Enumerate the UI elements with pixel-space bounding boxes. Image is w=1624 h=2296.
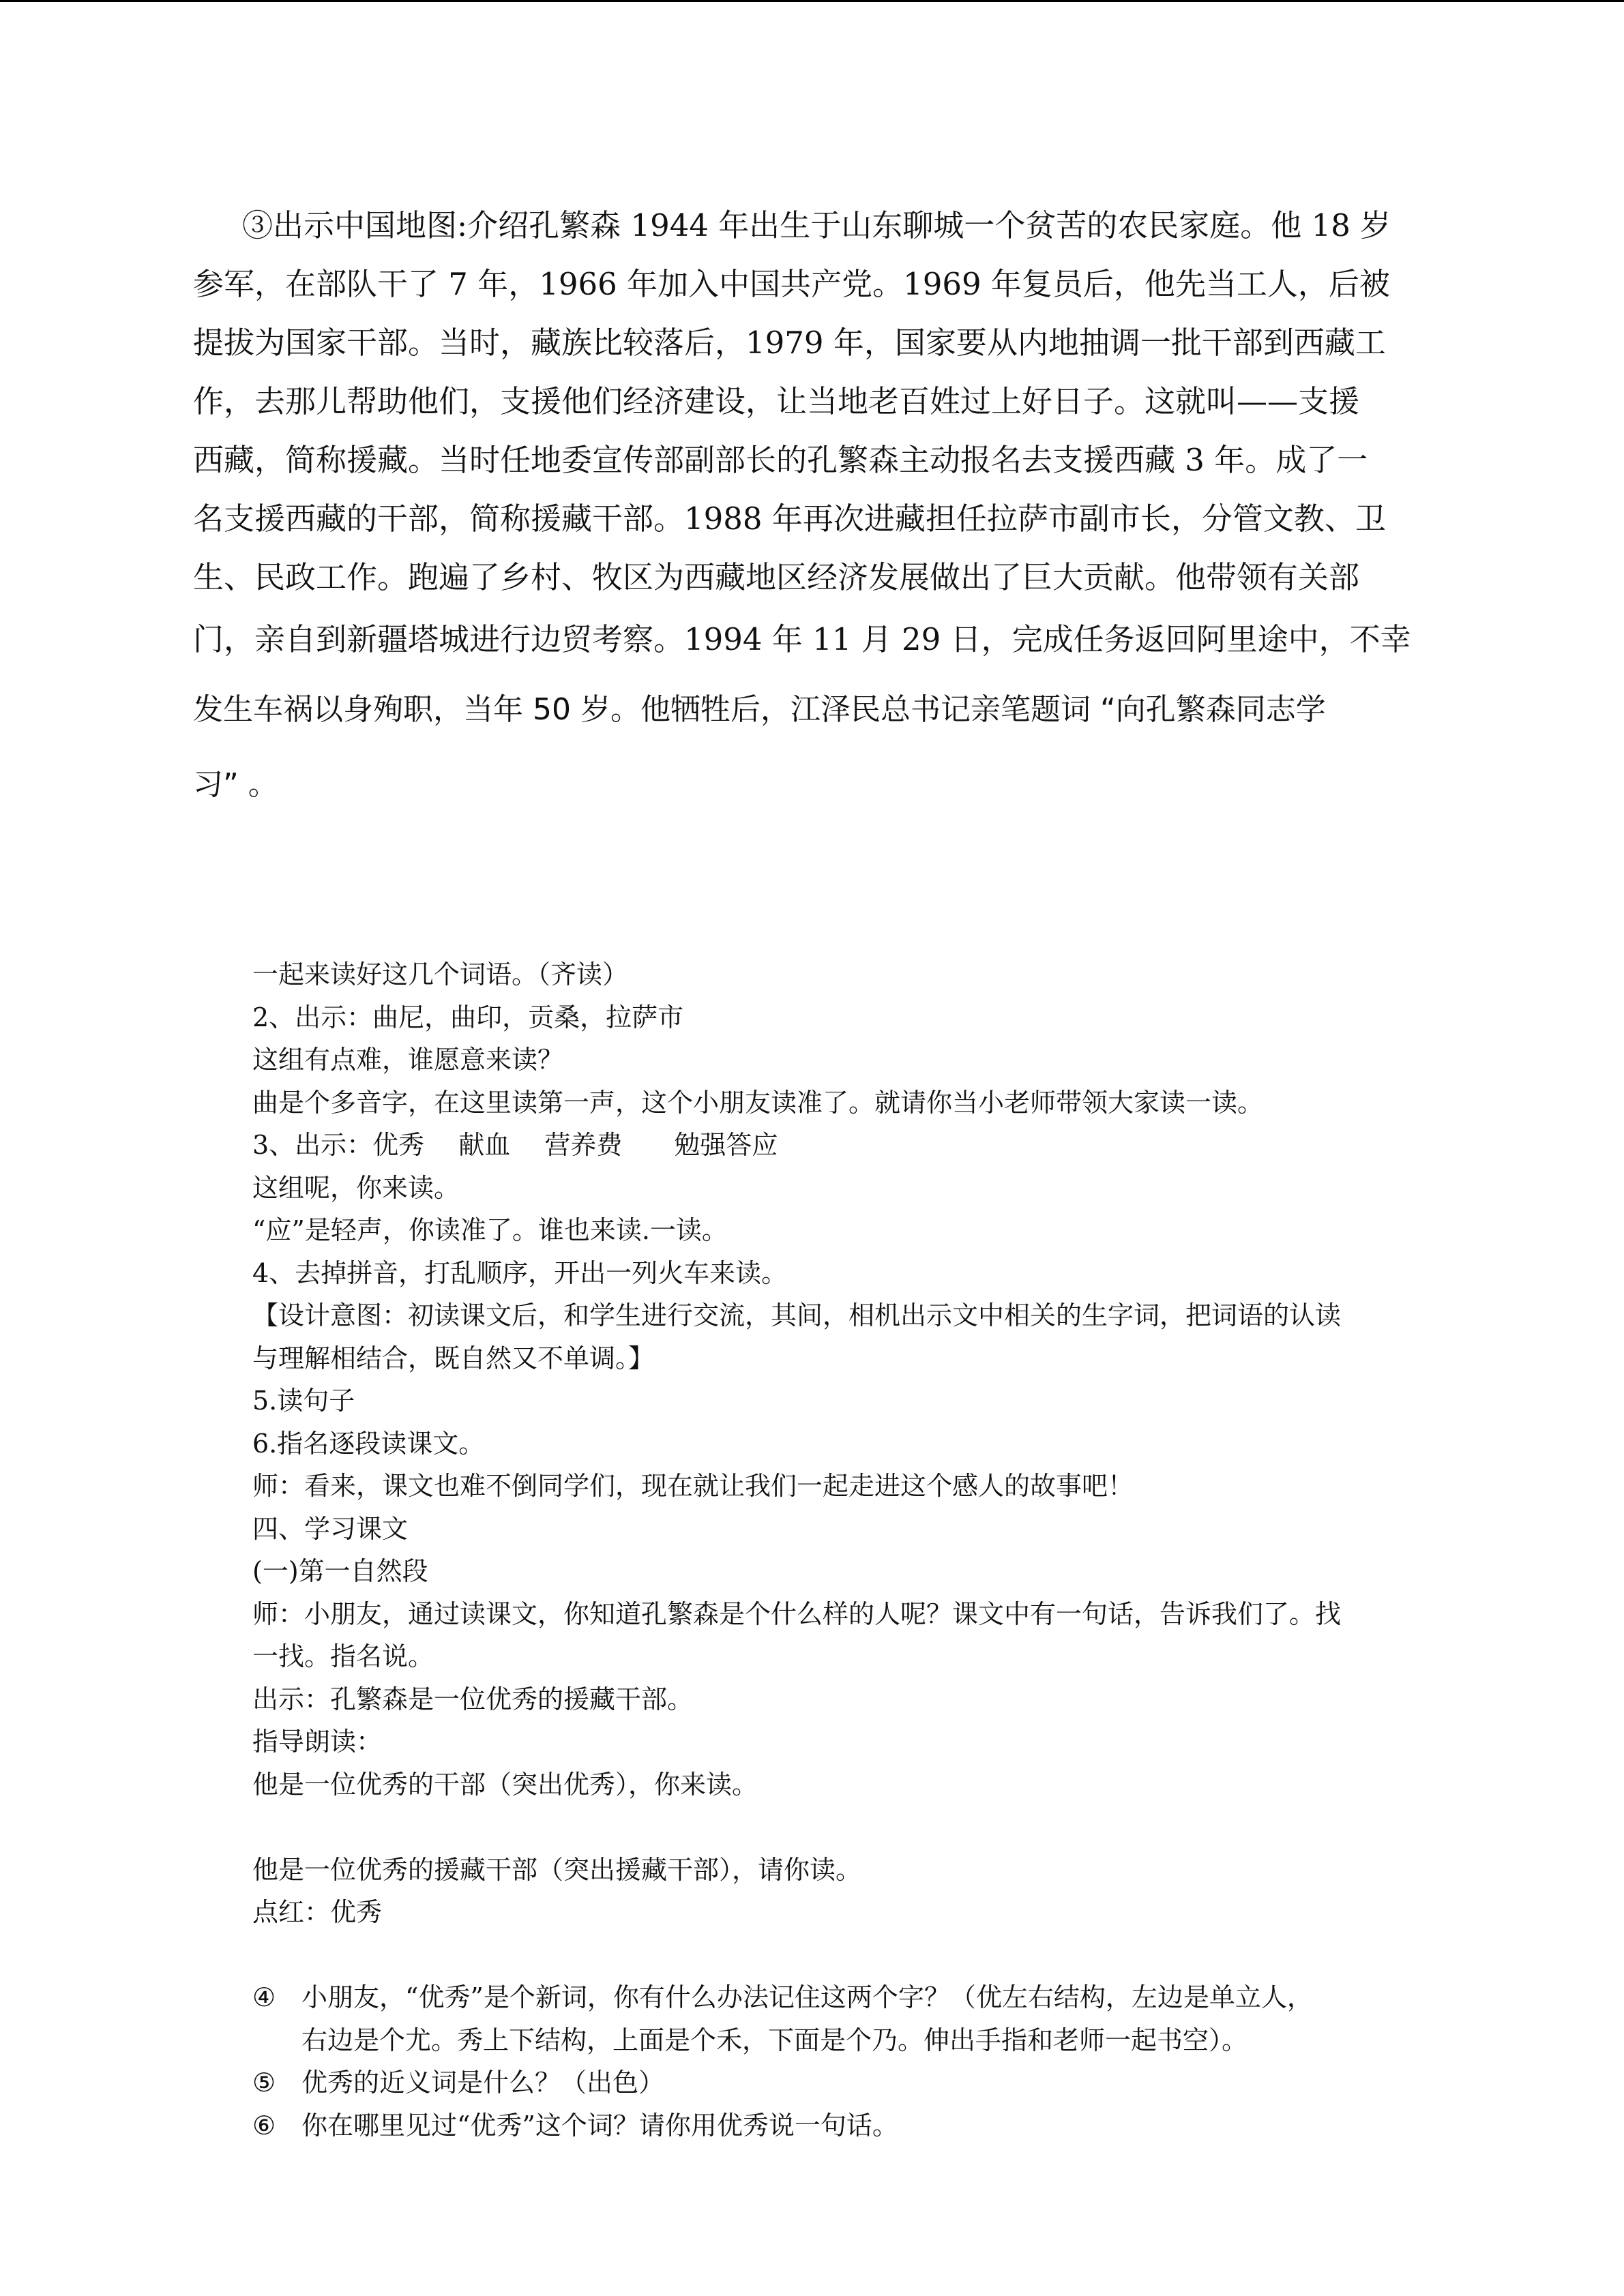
blank-line [252, 1806, 1480, 1849]
item-number: ⑤ [252, 2068, 276, 2098]
lesson-line: 他是一位优秀的干部（突出优秀），你来读。 [252, 1769, 758, 1800]
section-heading: 四、学习课文 [252, 1513, 409, 1544]
lesson-line: 这组呢，你来读。 [252, 1172, 460, 1203]
intro-line: 生、民政工作。跑遍了乡村、牧区为西藏地区经济发展做出了巨大贡献。他带领有关部 [193, 559, 1360, 595]
item-text: 你在哪里见过“优秀”这个词？请你用优秀说一句话。 [301, 2110, 898, 2141]
subsection-heading: (一)第一自然段 [252, 1556, 428, 1586]
lesson-line: 一起来读好这几个词语。（齐读） [252, 959, 629, 989]
intro-line: 发生车祸以身殉职，当年 50 岁。他牺牲后，江泽民总书记亲笔题词 “向孔繁森同志学 [193, 692, 1326, 727]
lesson-line: 3、出示：优秀 献血 营养费 勉强答应 [252, 1130, 778, 1160]
top-border-line [0, 0, 1624, 2]
lesson-line: 5.读句子 [252, 1386, 355, 1416]
intro-line: 参军，在部队干了 7 年，1966 年加入中国共产党。1969 年复员后，他先当工人，后被 [193, 266, 1390, 302]
design-intent-line: 【设计意图：初读课文后，和学生进行交流，其间，相机出示文中相关的生字词，把词语的认读 [252, 1300, 1342, 1330]
lesson-line: 一找。指名说。 [252, 1641, 434, 1671]
numbered-item [252, 1976, 1480, 2019]
item-text: 小朋友，“优秀”是个新词，你有什么办法记住这两个字？（优左右结构，左边是单立人， [301, 1982, 1313, 2012]
intro-line: 习” 。 [193, 767, 278, 802]
numbered-item [252, 2061, 1480, 2104]
item-number: ⑥ [252, 2110, 276, 2141]
intro-line: 作，去那儿帮助他们，支援他们经济建设，让当地老百姓过上好日子。这就叫——支援 [193, 383, 1360, 419]
lesson-line: 师：看来，课文也难不倒同学们，现在就让我们一起走进这个感人的故事吧！ [252, 1471, 1134, 1501]
lesson-line: 6.指名逐段读课文。 [252, 1428, 485, 1459]
intro-line: ③出示中国地图:介绍孔繁森 1944 年出生于山东聊城一个贫苦的农民家庭。他 18 岁 [242, 207, 1391, 243]
numbered-item [252, 2104, 1480, 2147]
lesson-plan-section [252, 953, 1480, 2147]
design-intent-line: 与理解相结合，既自然又不单调。】 [252, 1343, 655, 1373]
intro-line: 西藏，简称援藏。当时任地委宣传部副部长的孔繁森主动报名去支援西藏 3 年。成了一 [193, 442, 1368, 478]
lesson-line: 点红：优秀 [252, 1897, 383, 1927]
intro-line: 提拔为国家干部。当时，藏族比较落后，1979 年，国家要从内地抽调一批干部到西藏工 [193, 325, 1386, 361]
lesson-line: 这组有点难，谁愿意来读？ [252, 1045, 564, 1075]
intro-paragraph [193, 196, 1475, 822]
lesson-line: 2、出示：曲尼，曲印，贡桑，拉萨市 [252, 1002, 684, 1032]
lesson-line: 师：小朋友，通过读课文，你知道孔繁森是个什么样的人呢？课文中有一句话，告诉我们了。找 [252, 1598, 1342, 1629]
lesson-line: 4、去掉拼音，打乱顺序，开出一列火车来读。 [252, 1257, 788, 1288]
lesson-line: 出示：孔繁森是一位优秀的援藏干部。 [252, 1684, 694, 1714]
intro-line: 名支援西藏的干部，简称援藏干部。1988 年再次进藏担任拉萨市副市长，分管文教、卫 [193, 501, 1386, 537]
lesson-line: 他是一位优秀的援藏干部（突出援藏干部），请你读。 [252, 1854, 862, 1885]
blank-line [252, 1934, 1480, 1977]
item-continuation: 右边是个尤。秀上下结构，上面是个禾，下面是个乃。伸出手指和老师一起书空）。 [301, 2025, 1248, 2055]
item-number: ④ [252, 1982, 276, 2012]
intro-line: 门，亲自到新疆塔城进行边贸考察。1994 年 11 月 29 日，完成任务返回阿里途中，不幸 [193, 621, 1411, 657]
lesson-line: 曲是个多音字，在这里读第一声，这个小朋友读准了。就请你当小老师带领大家读一读。 [252, 1087, 1264, 1118]
lesson-line: “应”是轻声，你读准了。谁也来读.一读。 [252, 1215, 728, 1245]
item-text: 优秀的近义词是什么？（出色） [301, 2068, 665, 2098]
lesson-line: 指导朗读： [252, 1727, 383, 1757]
